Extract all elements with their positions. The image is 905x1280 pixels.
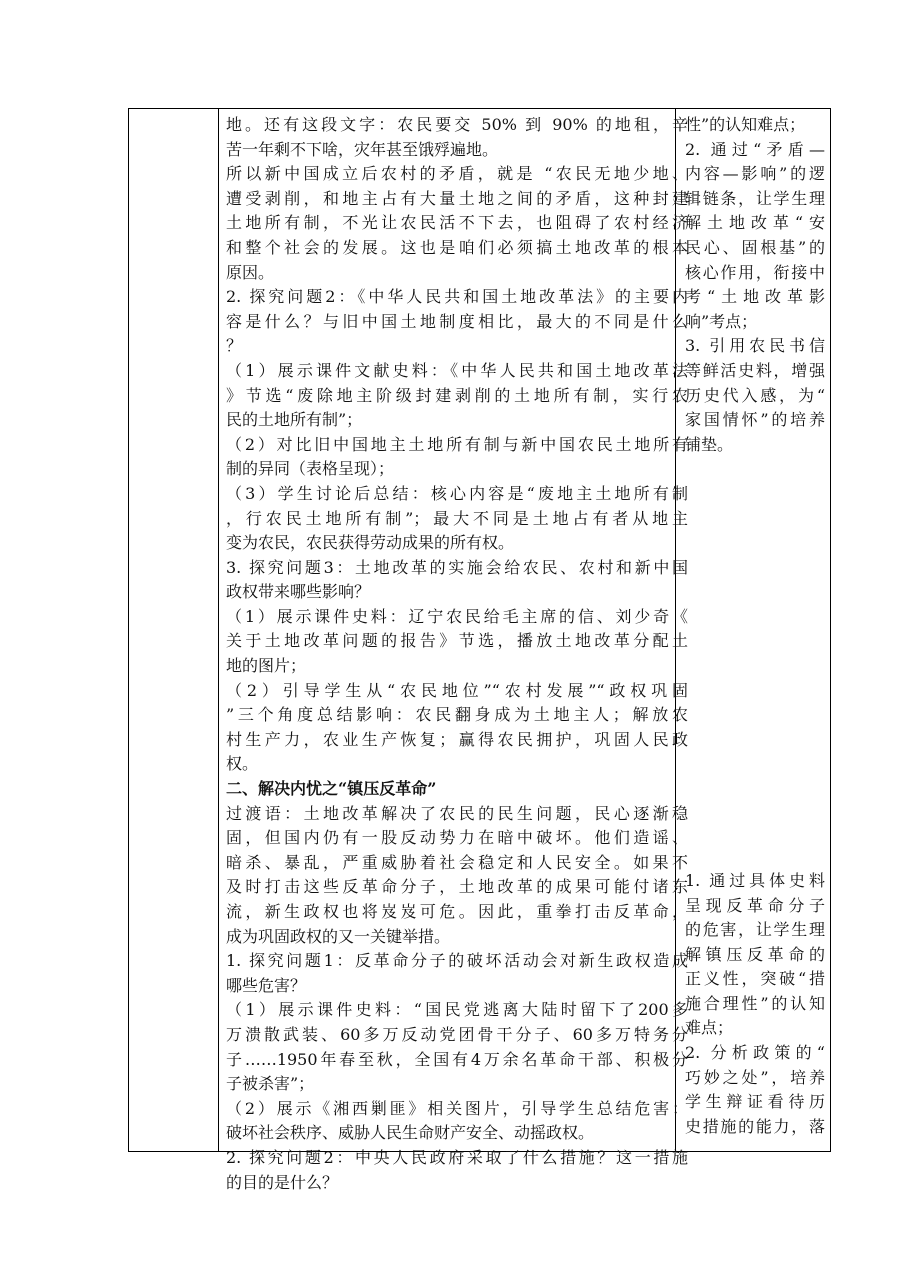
body-text-line: 遭受剥削，和地主占有大量土地之间的矛盾，这种封建 xyxy=(226,188,688,208)
body-text-line: ，行农民土地所有制”；最大不同是土地占有者从地主 xyxy=(226,508,688,528)
body-text-line: 成为巩固政权的又一关键举措。 xyxy=(226,926,451,946)
teaching-process-cell xyxy=(226,113,688,1195)
body-text-line: 子被杀害”； xyxy=(226,1074,315,1094)
design-note-line: 等鲜活史料，增强 xyxy=(685,360,825,380)
body-text-line: 政权带来哪些影响？ xyxy=(226,582,371,602)
body-text-line: （2）对比旧中国地主土地所有制与新中国农民土地所有 xyxy=(226,434,688,454)
body-text-line: （1）展示课件文献史料：《中华人民共和国土地改革法 xyxy=(226,360,688,380)
body-text-line: 1. 探究问题1：反革命分子的破坏活动会对新生政权造成 xyxy=(226,951,688,971)
design-note-line: 考“土地改革影 xyxy=(685,287,825,307)
body-text-line: （1）展示课件史料：“国民党逃离大陆时留下了200多 xyxy=(226,1000,688,1020)
body-text-line: 暗杀、暴乱，严重威胁着社会稳定和人民安全。如果不 xyxy=(226,852,688,872)
design-note-line: 辑链条，让学生理 xyxy=(685,188,825,208)
body-text-line: 哪些危害？ xyxy=(226,975,307,995)
design-note-line: 民心、固根基”的 xyxy=(685,237,825,257)
design-note-line: 核心作用，衔接中 xyxy=(685,262,825,282)
body-text-line: ？ xyxy=(226,336,243,356)
design-note-line: 铺垫。 xyxy=(685,434,734,454)
body-text-line: 民的土地所有制”； xyxy=(226,410,363,430)
body-text-line: ”三个角度总结影响：农民翻身成为土地主人；解放农 xyxy=(226,705,688,725)
body-text-line: 地的图片； xyxy=(226,656,307,676)
design-note-line: 史措施的能力，落 xyxy=(685,1116,825,1136)
body-text-line: 万溃散武装、60多万反动党团骨干分子、60多万特务分 xyxy=(226,1024,688,1044)
body-text-line: 原因。 xyxy=(226,262,275,282)
body-text-line: 苦一年剩不下啥，灾年甚至饿殍遍地。 xyxy=(226,139,499,159)
body-text-line: （1）展示课件史料：辽宁农民给毛主席的信、刘少奇《 xyxy=(226,606,688,626)
design-note-line: 呈现反革命分子 xyxy=(685,895,825,915)
design-note-line: 巧妙之处”，培养 xyxy=(685,1067,825,1087)
body-text-line: 2. 探究问题2：《中华人民共和国土地改革法》的主要内 xyxy=(226,287,688,307)
design-note-line: 解镇压反革命的 xyxy=(685,944,825,964)
design-note-line: 性”的认知难点； xyxy=(685,115,806,134)
design-note-line: 1. 通过具体史料 xyxy=(685,870,825,890)
body-text-line: 制的异同（表格呈现）； xyxy=(226,459,395,479)
body-text-line: 地。还有这段文字：农民要交 50% 到 90% 的地租，辛 xyxy=(226,115,688,134)
body-text-line: 子……1950年春至秋，全国有4万余名革命干部、积极分 xyxy=(226,1049,688,1069)
body-text-line: 权。 xyxy=(226,754,259,774)
body-text-line: （2）引导学生从“农民地位”“农村发展”“政权巩固 xyxy=(226,680,688,700)
body-text-line: 固，但国内仍有一股反动势力在暗中破坏。他们造谣、 xyxy=(226,828,688,848)
body-text-line: （3）学生讨论后总结：核心内容是“废地主土地所有制 xyxy=(226,483,688,503)
column-divider-left xyxy=(218,109,219,1151)
design-note-line: 的危害，让学生理 xyxy=(685,920,825,940)
body-text-line: 村生产力，农业生产恢复；赢得农民拥护，巩固人民政 xyxy=(226,729,688,749)
body-text-line: 和整个社会的发展。这也是咱们必须搞土地改革的根本 xyxy=(226,237,688,257)
body-text-line: 土地所有制，不光让农民活不下去，也阻碍了农村经济 xyxy=(226,213,688,233)
design-note-line: 施合理性”的认知 xyxy=(685,993,825,1013)
design-note-line: 2. 通过“矛盾— xyxy=(685,139,825,159)
design-note-line: 历史代入感，为“ xyxy=(685,385,825,405)
body-text-line: 关于土地改革问题的报告》节选，播放土地改革分配土 xyxy=(226,631,688,651)
design-note-line: 3. 引用农民书信 xyxy=(685,336,825,356)
design-note-line: 2. 分析政策的“ xyxy=(685,1043,825,1063)
body-text-line: 变为农民，农民获得劳动成果的所有权。 xyxy=(226,533,515,553)
design-note-line: 学生辩证看待历 xyxy=(685,1092,825,1112)
section-heading: 二、解决内忧之“镇压反革命” xyxy=(226,779,437,799)
design-note-line: 正义性，突破“措 xyxy=(685,969,825,989)
body-text-line: 容是什么？与旧中国土地制度相比，最大的不同是什么 xyxy=(226,311,688,331)
body-text-line: 及时打击这些反革命分子，土地改革的成果可能付诸东 xyxy=(226,877,688,897)
body-text-line: 过渡语：土地改革解决了农民的民生问题，民心逐渐稳 xyxy=(226,803,688,823)
design-note-line: 解土地改革“安 xyxy=(685,213,825,233)
note-spacer xyxy=(685,457,825,869)
design-note-line: 内容—影响”的逻 xyxy=(685,164,825,184)
body-text-line: 3. 探究问题3：土地改革的实施会给农民、农村和新中国 xyxy=(226,557,688,577)
design-note-line: 难点； xyxy=(685,1018,734,1038)
design-note-line: 响”考点； xyxy=(685,311,758,331)
body-text-line: 所以新中国成立后农村的矛盾，就是 “农民无地少地、 xyxy=(226,164,688,184)
body-text-line: （2）展示《湘西剿匪》相关图片，引导学生总结危害： xyxy=(226,1098,688,1118)
body-text-line: 2. 探究问题2：中央人民政府采取了什么措施？这一措施 xyxy=(226,1147,688,1167)
design-note-line: 家国情怀”的培养 xyxy=(685,410,825,430)
design-intent-cell xyxy=(685,113,825,1139)
body-text-line: 的目的是什么？ xyxy=(226,1172,339,1192)
lesson-plan-table xyxy=(128,108,831,1192)
body-text-line: 破坏社会秩序、威胁人民生命财产安全、动摇政权。 xyxy=(226,1123,595,1143)
body-text-line: 流，新生政权也将岌岌可危。因此，重拳打击反革命， xyxy=(226,902,688,921)
body-text-line: 》节选“废除地主阶级封建剥削的土地所有制，实行农 xyxy=(226,385,688,405)
